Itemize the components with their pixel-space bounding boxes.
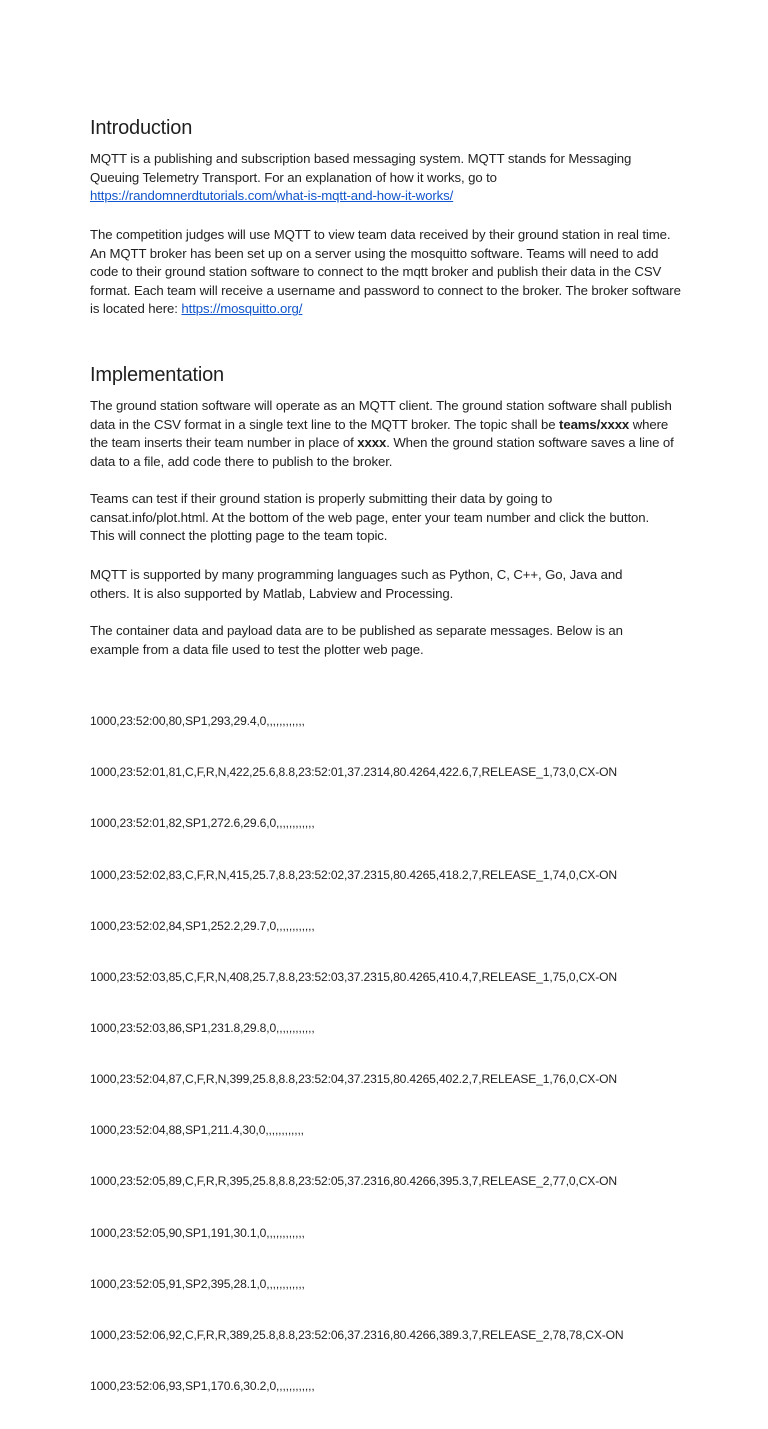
impl-p1-text-2: where the team inserts their team number in place of [90, 416, 669, 451]
csv-example-block [90, 679, 710, 1429]
csv-line: 1000,23:52:02,84,SP1,252.2,29.7,0,,,,,,,,,,,, [90, 918, 315, 933]
implementation-paragraph-1 [90, 397, 675, 471]
csv-line: 1000,23:52:05,89,C,F,R,R,395,25.8,8.8,23:52:05,37.2316,80.4266,395.3,7,RELEASE_2,77,0,CX-ON [90, 1174, 617, 1189]
csv-line: 1000,23:52:05,91,SP2,395,28.1,0,,,,,,,,,,,, [90, 1276, 305, 1291]
implementation-paragraph-4: The container data and payload data are to be published as separate messages. Below is an example from a data file used to test the plotter web page. [90, 623, 623, 657]
csv-line: 1000,23:52:02,83,C,F,R,N,415,25.7,8.8,23:52:02,37.2315,80.4265,418.2,7,RELEASE_1,74,0,CX-ON [90, 867, 617, 882]
impl-p1-text-3: . When the ground station software saves a line of data to a file, add code there to publish to the broker. [90, 435, 674, 469]
randomnerdtutorials-link[interactable]: https://randomnerdtutorials.com/what-is-mqtt-and-how-it-works/ [90, 188, 454, 204]
implementation-heading: Implementation [90, 364, 224, 386]
impl-p1-text-1: The ground station software will operate as an MQTT client. The ground station software shall publish data in the CSV format in a single text line to the MQTT broker. The topic shall be [90, 398, 672, 432]
csv-line: 1000,23:52:06,93,SP1,170.6,30.2,0,,,,,,,,,,,, [90, 1378, 315, 1393]
csv-line: 1000,23:52:01,81,C,F,R,N,422,25.6,8.8,23:52:01,37.2314,80.4264,422.6,7,RELEASE_1,73,0,CX-ON [90, 765, 617, 780]
csv-line: 1000,23:52:01,82,SP1,272.6,29.6,0,,,,,,,,,,,, [90, 816, 315, 831]
implementation-paragraph-3: MQTT is supported by many programming languages such as Python, C, C++, Go, Java and others. It is also supported by Matlab, Labview and Processing. [90, 567, 623, 601]
csv-line: 1000,23:52:05,90,SP1,191,30.1,0,,,,,,,,,,,, [90, 1225, 305, 1240]
csv-line: 1000,23:52:03,85,C,F,R,N,408,25.7,8.8,23:52:03,37.2315,80.4265,410.4,7,RELEASE_1,75,0,CX-ON [90, 969, 617, 984]
csv-line: 1000,23:52:03,86,SP1,231.8,29.8,0,,,,,,,,,,,, [90, 1020, 315, 1035]
intro-paragraph-1-text: MQTT is a publishing and subscription based messaging system. MQTT stands for Messaging Queuing Telemetry Transport. For an explanation of how it works, go to [90, 151, 632, 185]
csv-line: 1000,23:52:04,87,C,F,R,N,399,25.8,8.8,23:52:04,37.2315,80.4265,402.2,7,RELEASE_1,76,0,CX-ON [90, 1072, 617, 1087]
csv-line: 1000,23:52:00,80,SP1,293,29.4,0,,,,,,,,,,,, [90, 714, 305, 729]
team-number-placeholder: xxxx [357, 435, 387, 451]
mosquitto-link[interactable]: https://mosquitto.org/ [181, 301, 303, 317]
intro-paragraph-2 [90, 226, 685, 319]
implementation-paragraph-2: Teams can test if their ground station is properly submitting their data by going to cansat.info/plot.html. At the bottom of the web page, enter your team number and click the button. This will connect the plotting page to the team topic. [90, 491, 650, 544]
csv-line: 1000,23:52:04,88,SP1,211.4,30,0,,,,,,,,,,,, [90, 1123, 304, 1138]
csv-line: 1000,23:52:06,92,C,F,R,R,389,25.8,8.8,23:52:06,37.2316,80.4266,389.3,7,RELEASE_2,78,78,CX-ON [90, 1327, 624, 1342]
intro-paragraph-1 [90, 150, 680, 206]
topic-name: teams/xxxx [559, 416, 630, 432]
intro-paragraph-2-text: The competition judges will use MQTT to view team data received by their ground station in real time. An MQTT broker has been set up on a server using the mosquitto software. Teams will need to add code to their ground station software to connect to the mqtt broker and publish their data in the CSV format. Each team will receive a username and password to connect to the broker. The broker software is located here: [90, 227, 681, 317]
introduction-heading: Introduction [90, 117, 193, 139]
